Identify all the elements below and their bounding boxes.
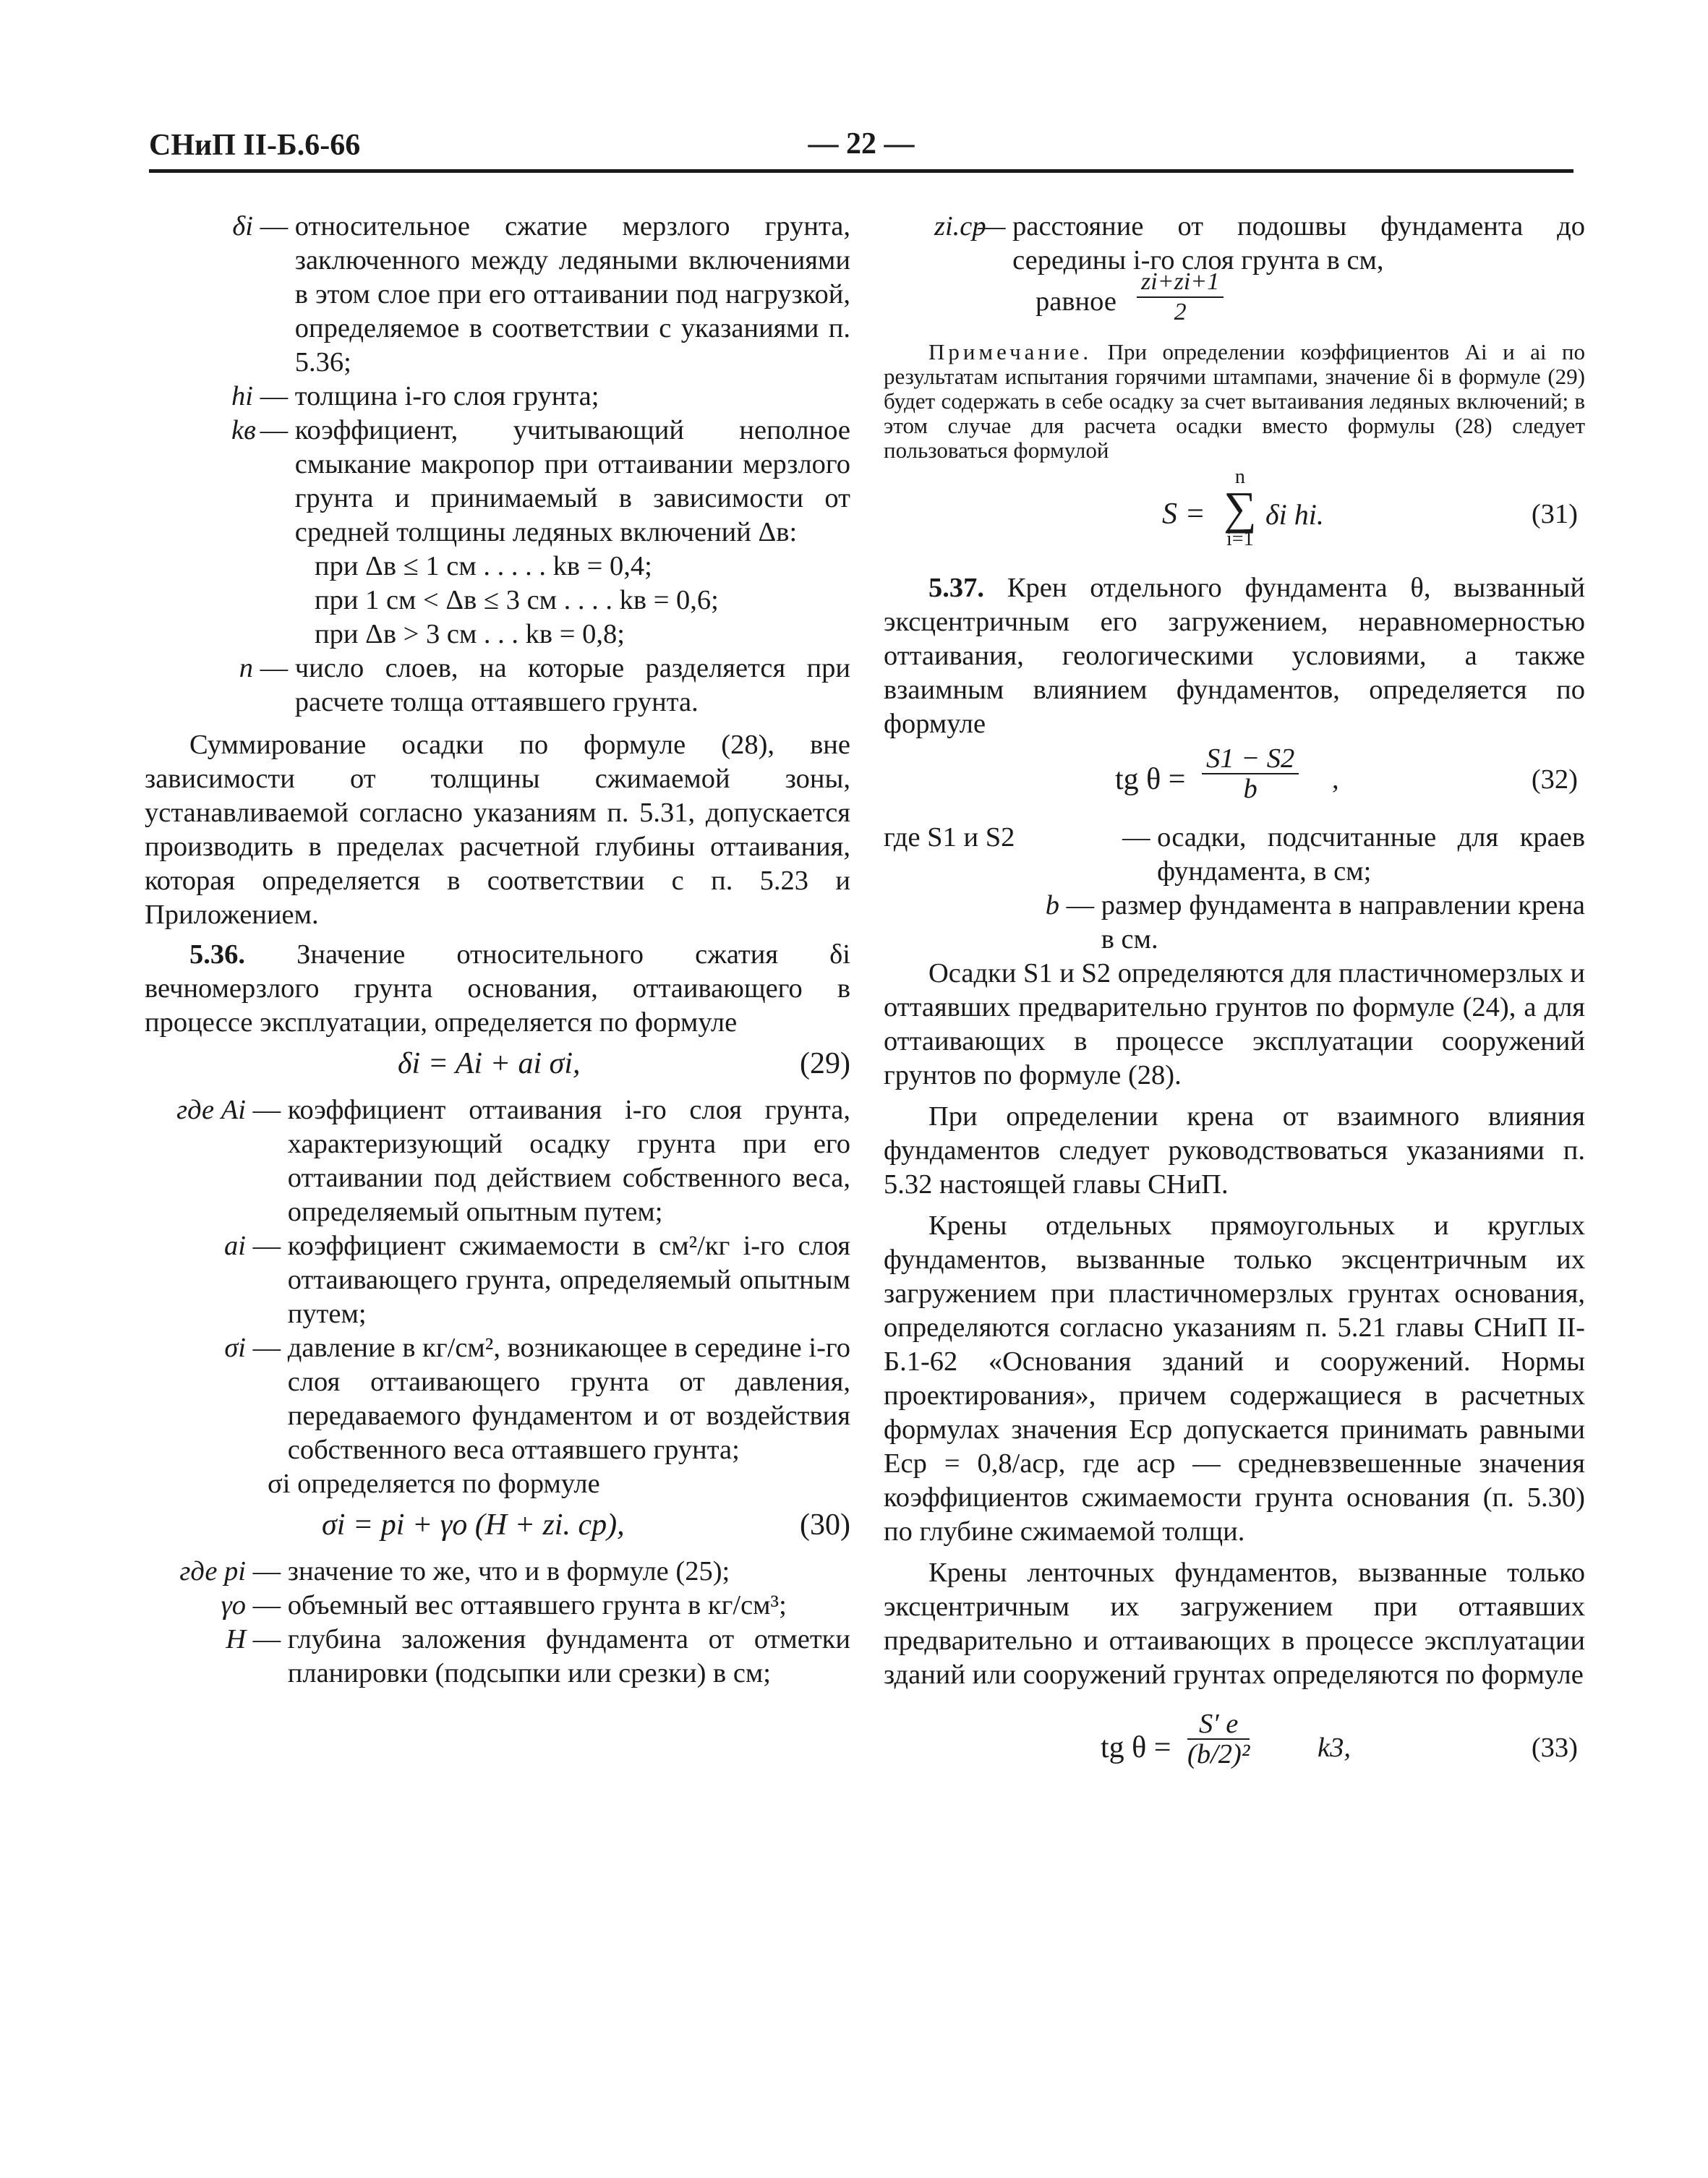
fraction-denominator: b [1243, 774, 1257, 804]
page-number: — 22 — [808, 127, 915, 161]
term: где pi [179, 1556, 246, 1586]
formula-31 [884, 463, 1585, 557]
formula-fraction [1202, 744, 1299, 803]
paragraph-kren: При определении крена от взаимного влияния фундаментов следует руководствоваться указаниями п. 5.32 настоящей главы СНиП. [884, 1101, 1585, 1200]
definition-S: где S1 и S2 — осадки, подсчитанные для краев фундамента, в см; [884, 821, 1585, 889]
formula-number: (33) [1531, 1733, 1578, 1763]
definition-text: коэффициент, учитывающий неполное смыкание макропор при оттаивании мерзлого грунта и принимаемый в зависимости от средней толщины ледяных включений Δв: [294, 415, 850, 547]
formula-number: (32) [1531, 764, 1578, 795]
definition-text: осадки, подсчитанные для краев фундамента, в см; [1157, 822, 1585, 887]
term: H [226, 1624, 246, 1654]
definition-h: hi — толщина i-го слоя грунта; [231, 380, 850, 414]
definition-sigma: σi — давление в кг/см², возникающее в середине i-го слоя оттаивающего грунта от давления, передаваемого фундаментом и от воздействия собственного веса оттаявшего грунта; [145, 1331, 850, 1467]
definition-p: где pi — значение то же, что и в формуле (25); [145, 1555, 850, 1589]
formula-fraction [1187, 1709, 1250, 1769]
section-5-37 [884, 571, 1585, 741]
definition-a: ai — коэффициент сжимаемости в см²/кг i-го слоя оттаивающего грунта, определяемый опытным путем; [145, 1229, 850, 1331]
fraction-numerator: zi+zi+1 [1137, 268, 1224, 298]
term: kв [231, 415, 256, 445]
term: γo [221, 1590, 246, 1620]
formula-lhs: tg θ = [1115, 763, 1186, 796]
definition-text: объемный вес оттаявшего грунта в кг/см³; [287, 1590, 787, 1620]
term: b [1045, 890, 1059, 921]
term: δi [232, 211, 253, 242]
definition-z: zi.ср — расстояние от подошвы фундамента до середины i-го слоя грунта в см, [934, 210, 1585, 278]
sum-lower: i=1 [1226, 528, 1254, 550]
section-number: 5.36. [189, 939, 245, 970]
section-5-36 [145, 938, 850, 1040]
section-text: Значение относительного сжатия δi вечномерзлого грунта основания, оттаивающего в процессе эксплуатации, определяется по формуле [145, 939, 850, 1038]
definition-A: где Ai — коэффициент оттаивания i-го слоя грунта, характеризующий осадку грунта при его оттаивании под действием собственного веса, определяемый опытным путем; [145, 1093, 850, 1229]
fraction-numerator: S1 − S2 [1202, 744, 1299, 774]
fraction-numerator: S′ e [1187, 1709, 1250, 1740]
paragraph-kreny-rect: Крены отдельных прямоугольных и круглых фундаментов, вызванные только эксцентричным их загружением при пластичномерзлых грунтах основания, определяются согласно указаниям п. 5.21 главы СНиП II-Б.1-62 «Основания зданий и сооружений. Нормы проектирования», причем содержащиеся в расчетных формулах значения Eср допускается принимать равными Eср = 0,8/aср, где aср — средневзвешенные значения коэффициентов сжимаемости грунта основания (п. 5.30) по глубине сжимаемой толщи. [884, 1210, 1585, 1547]
definition-text: размер фундамента в направлении крена в см. [1101, 890, 1585, 955]
z-equal-row [1036, 268, 1585, 325]
paragraph-kreny-strip: Крены ленточных фундаментов, вызванные только эксцентричным их загружением при оттаявших предварительно и оттаивающих в процессе эксплуатации зданий или сооружений грунтах определяются по формуле [884, 1558, 1585, 1690]
paragraph-summation: Суммирование осадки по формуле (28), вне зависимости от толщины сжимаемой зоны, устанавливаемой согласно указаниям п. 5.31, допускается производить в пределах расчетной глубины оттаивания, которая определяется в соответствии с п. 5.23 и Приложением. [145, 730, 850, 930]
note-text: При определении коэффициентов Ai и ai по результатам испытания горячими штампами, значение δi в формуле (29) будет содержать в себе осадку за счет вытаивания ледяных включений; в этом случае для расчета осадки вместо формулы (28) следует пользоваться формулой [884, 339, 1586, 463]
formula-lhs: tg θ = [1101, 1731, 1171, 1764]
term: где S1 и S2 [884, 822, 1015, 853]
sum-symbol [1224, 467, 1257, 550]
fraction-denominator: (b/2)² [1187, 1739, 1250, 1769]
formula-32: tg θ = $\frac{S1 - S2}{b}$ , (32) [1115, 743, 1578, 804]
term: zi.ср [934, 211, 986, 242]
formula-rhs: k3, [1318, 1733, 1351, 1763]
right-column [884, 210, 1585, 1808]
note-label: Примечание. [928, 339, 1093, 364]
k-row: при 1 см < Δв ≤ 3 см . . . . kв = 0,6; [315, 585, 719, 615]
term: hi [231, 381, 253, 411]
left-column [145, 210, 850, 1691]
section-text: Крен отдельного фундамента θ, вызванный эксцентричным его загружением, неравномерностью оттаивания, геологическими условиями, а также взаимным влиянием фундаментов, определяется по формуле [884, 573, 1585, 739]
definition-text: число слоев, на которые разделяется при расчете толща оттаявшего грунта. [294, 653, 850, 717]
paragraph-osadki: Осадки S1 и S2 определяются для пластичномерзлых и оттаявших предварительно грунтов по формуле (24), а для оттаивающих в процессе эксплуатации сооружений грунтов по формуле (28). [884, 958, 1586, 1090]
formula-number: (31) [1531, 499, 1578, 529]
definition-delta: δi — относительное сжатие мерзлого грунта, заключенного между ледяными включениями в этом слое при его оттаивании под нагрузкой, определяемое в соответствии с указаниями п. 5.36; [231, 210, 850, 380]
page-header [149, 124, 1574, 173]
section-number: 5.37. [928, 573, 984, 603]
definition-text: коэффициент сжимаемости в см²/кг i-го слоя оттаивающего грунта, определяемый опытным путем; [287, 1231, 850, 1329]
formula-29 [145, 1040, 850, 1093]
fraction-denominator: 2 [1174, 299, 1187, 325]
formula-30 [145, 1501, 850, 1555]
definition-n: n — число слоев, на которые разделяется при расчете толща оттаявшего грунта. [231, 652, 850, 719]
formula-lhs: S = [1162, 497, 1205, 531]
formula-expression: δi = Ai + ai σi, [398, 1047, 581, 1080]
definition-text: глубина заложения фундамента от отметки планировки (подсыпки или срезки) в см; [287, 1624, 850, 1688]
sigma-icon: ∑ [1224, 482, 1257, 534]
z-fraction [1137, 268, 1224, 327]
sigma-note: σi определяется по формуле [268, 1469, 600, 1499]
doc-code: СНиП II-Б.6-66 [149, 129, 361, 162]
definition-gamma: γo — объемный вес оттаявшего грунта в кг/см³; [145, 1589, 850, 1623]
k-row: при Δв ≤ 1 см . . . . . kв = 0,4; [315, 551, 652, 581]
k-row: при Δв > 3 см . . . kв = 0,8; [315, 619, 625, 649]
formula-number: (30) [800, 1508, 850, 1542]
definition-H: H — глубина заложения фундамента от отметки планировки (подсыпки или срезки) в см; [145, 1623, 850, 1691]
definition-text: толщина i-го слоя грунта; [294, 381, 599, 411]
term: где Ai [176, 1095, 246, 1125]
note [884, 340, 1585, 463]
formula-number: (29) [800, 1047, 850, 1080]
definition-k: kв — коэффициент, учитывающий неполное смыкание макропор при оттаивании мерзлого грунта и принимаемый в зависимости от средней толщины ледяных включений Δв: [231, 414, 850, 550]
formula-expression: σi = pi + γo (H + zi. ср), [322, 1508, 625, 1542]
definition-text: значение то же, что и в формуле (25); [287, 1556, 730, 1586]
definition-text: расстояние от подошвы фундамента до середины i-го слоя грунта в см, [1012, 211, 1585, 276]
term: σi [224, 1333, 246, 1363]
formula-rhs: δi hi. [1265, 498, 1324, 531]
term: ai [224, 1231, 246, 1261]
k-table [315, 550, 850, 652]
definition-text: давление в кг/см², возникающее в середине i-го слоя оттаивающего грунта от давления, передаваемого фундаментом и от воздействия собственного веса оттаявшего грунта; [287, 1333, 850, 1465]
definition-text: коэффициент оттаивания i-го слоя грунта, характеризующий осадку грунта при его оттаивании под действием собственного веса, определяемый опытным путем; [287, 1095, 850, 1227]
term: n [239, 653, 253, 683]
definition-text: относительное сжатие мерзлого грунта, заключенного между ледяными включениями в этом слое при его оттаивании под нагрузкой, определяемое в соответствии с указаниями п. 5.36; [294, 211, 850, 377]
formula-33 [884, 1699, 1585, 1808]
z-equal-label: равное [1036, 286, 1116, 317]
definition-b: b — размер фундамента в направлении крена в см. [884, 889, 1585, 957]
sum-upper: n [1234, 466, 1245, 488]
